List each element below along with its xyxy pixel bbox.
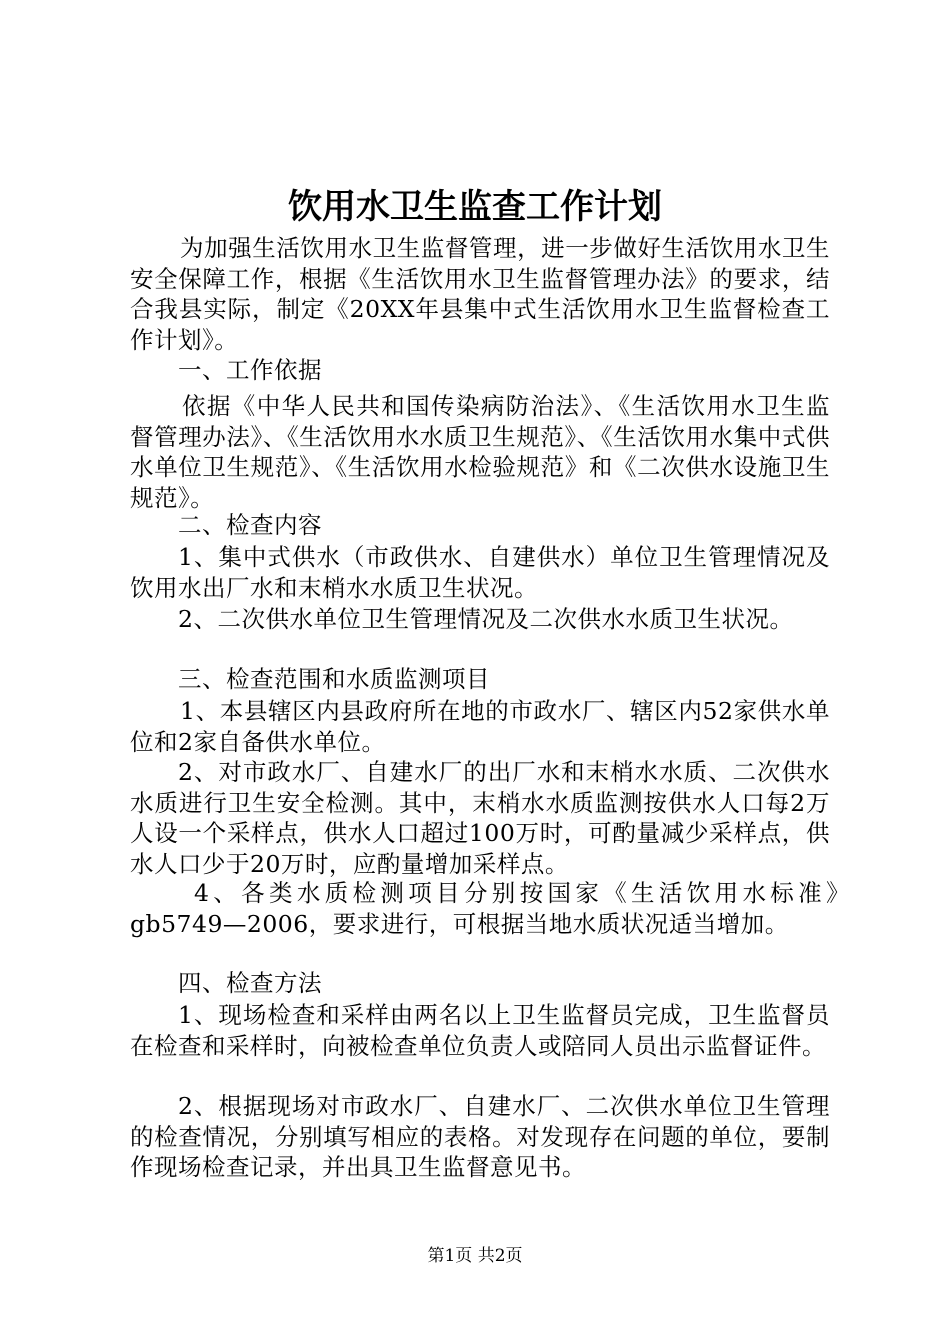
intro-paragraph: 为加强生活饮用水卫生监督管理，进一步做好生活饮用水卫生安全保障工作，根据《生活饮用水卫生监督管理办法》的要求，结合我县实际，制定《20XX年县集中式生活饮用水卫生监督检查工作计划》。 (130, 234, 830, 354)
scope-item-4: 4、各类水质检测项目分别按国家《生活饮用水标准》gb5749—2006，要求进行，可根据当地水质状况适当增加。 (130, 879, 850, 938)
section-heading-method: 四、检查方法 (178, 969, 322, 997)
basis-paragraph: 依据《中华人民共和国传染病防治法》、《生活饮用水卫生监督管理办法》、《生活饮用水水质卫生规范》、《生活饮用水集中式供水单位卫生规范》、《生活饮用水检验规范》和《二次供水设施卫生规范》。 (130, 392, 830, 512)
document-title: 饮用水卫生监查工作计划 (288, 187, 662, 227)
section-heading-basis: 一、工作依据 (178, 356, 322, 384)
content-item-1: 1、集中式供水（市政供水、自建供水）单位卫生管理情况及饮用水出厂水和末梢水水质卫生状况。 (130, 543, 830, 602)
scope-item-1: 1、本县辖区内县政府所在地的市政水厂、辖区内52家供水单位和2家自备供水单位。 (130, 697, 830, 756)
section-heading-scope: 三、检查范围和水质监测项目 (178, 665, 490, 693)
content-item-2: 2、二次供水单位卫生管理情况及二次供水水质卫生状况。 (178, 605, 794, 633)
page-footer: 第1页 共2页 (427, 1246, 523, 1266)
method-item-1: 1、现场检查和采样由两名以上卫生监督员完成，卫生监督员在检查和采样时，向被检查单位负责人或陪同人员出示监督证件。 (130, 1001, 830, 1060)
section-heading-content: 二、检查内容 (178, 511, 322, 539)
method-item-2: 2、根据现场对市政水厂、自建水厂、二次供水单位卫生管理的检查情况，分别填写相应的表格。对发现存在问题的单位，要制作现场检查记录，并出具卫生监督意见书。 (130, 1092, 830, 1181)
scope-item-2: 2、对市政水厂、自建水厂的出厂水和末梢水水质、二次供水水质进行卫生安全检测。其中，末梢水水质监测按供水人口每2万人设一个采样点，供水人口超过100万时，可酌量减少采样点，供水人口少于20万时，应酌量增加采样点。 (130, 758, 830, 878)
